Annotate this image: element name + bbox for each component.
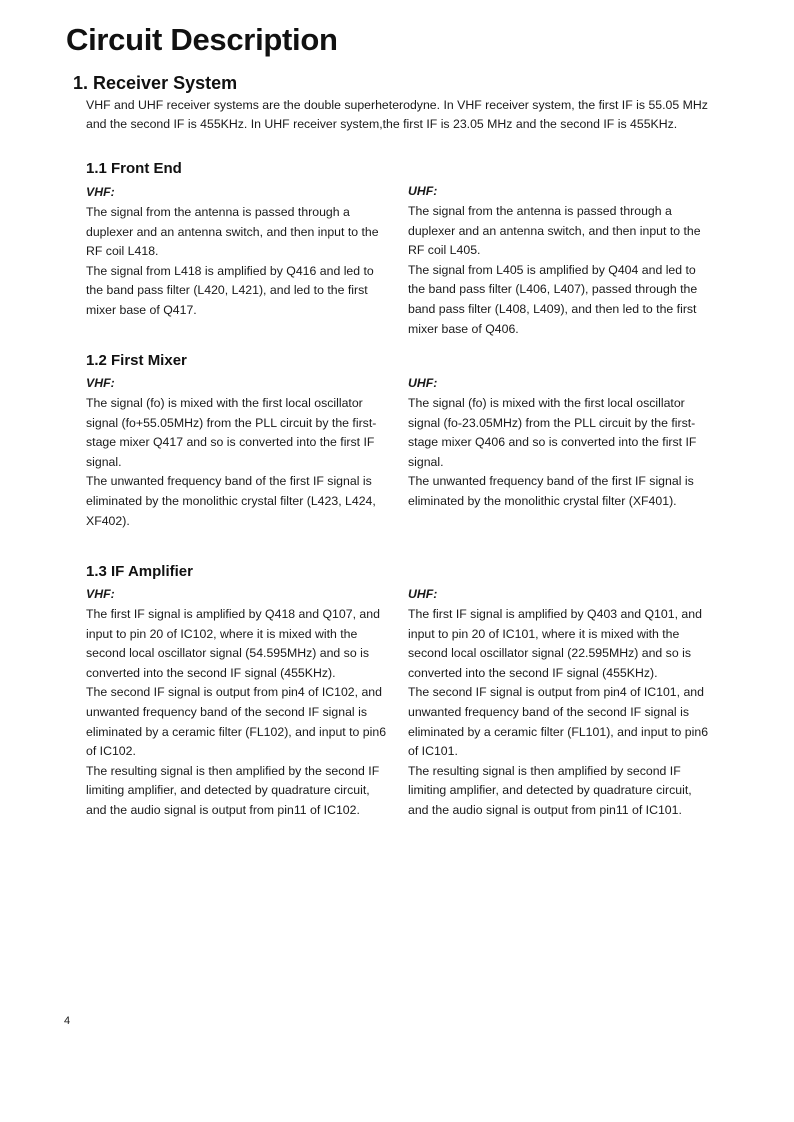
if-amplifier-uhf-column <box>408 585 712 821</box>
paragraph: The signal from the antenna is passed through a duplexer and an antenna switch, and then input to the RF coil L405. <box>408 204 701 258</box>
paragraph: The unwanted frequency band of the first IF signal is eliminated by the monolithic crystal filter (L423, L424, XF402). <box>86 474 376 528</box>
vhf-label: VHF: <box>86 376 115 390</box>
uhf-label: UHF: <box>408 587 438 601</box>
page-number: 4 <box>64 1015 71 1027</box>
paragraph: The signal from the antenna is passed through a duplexer and an antenna switch, and then input to the RF coil L418. <box>86 205 379 259</box>
page-title: Circuit Description <box>66 22 338 57</box>
paragraph: The resulting signal is then amplified by the second IF limiting amplifier, and detected by quadrature circuit, and the audio signal is output from pin11 of IC102. <box>86 763 380 817</box>
front-end-vhf-column <box>86 183 390 321</box>
paragraph: The signal (fo) is mixed with the first local oscillator signal (fo+55.05MHz) from the PLL circuit by the first-stage mixer Q417 and so is converted into the first IF signal. <box>86 396 377 469</box>
front-end-uhf-column <box>408 182 712 339</box>
subsection-heading-front-end: 1.1 Front End <box>86 160 182 177</box>
paragraph: The first IF signal is amplified by Q403 and Q101, and input to pin 20 of IC101, where it is mixed with the second local oscillator signal (22.595MHz) and so is converted into the second IF signal (455KHz). <box>408 607 702 680</box>
vhf-label: VHF: <box>86 185 115 199</box>
paragraph: The second IF signal is output from pin4 of IC102, and unwanted frequency band of the second IF signal is eliminated by a ceramic filter (FL102), and input to pin6 of IC102. <box>86 685 387 759</box>
section-intro: VHF and UHF receiver systems are the double superheterodyne. In VHF receiver system, the first IF is 55.05 MHz and the second IF is 455KHz. In UHF receiver system,the first IF is 23.05 MHz and the second IF is 455KHz. <box>86 98 708 131</box>
if-amplifier-vhf-column <box>86 585 390 821</box>
uhf-label: UHF: <box>408 376 438 390</box>
paragraph: The first IF signal is amplified by Q418 and Q107, and input to pin 20 of IC102, where it is mixed with the second local oscillator signal (54.595MHz) and so is converted into the second IF signal (455KHz). <box>86 607 380 680</box>
paragraph: The signal from L405 is amplified by Q404 and led to the band pass filter (L406, L407), passed through the band pass filter (L408, L409), and then led to the first mixer base of Q406. <box>408 262 698 336</box>
uhf-label: UHF: <box>408 184 438 198</box>
vhf-label: VHF: <box>86 587 115 601</box>
first-mixer-vhf-column <box>86 374 390 531</box>
subsection-heading-first-mixer: 1.2 First Mixer <box>86 352 187 369</box>
paragraph: The signal (fo) is mixed with the first local oscillator signal (fo-23.05MHz) from the PLL circuit by the first-stage mixer Q406 and so is converted into the first IF signal. <box>408 396 697 469</box>
paragraph: The resulting signal is then amplified by second IF limiting amplifier, and detected by quadrature circuit, and the audio signal is output from pin11 of IC101. <box>408 763 692 817</box>
paragraph: The unwanted frequency band of the first IF signal is eliminated by the monolithic crystal filter (XF401). <box>408 474 694 508</box>
subsection-heading-if-amplifier: 1.3 IF Amplifier <box>86 563 193 580</box>
section-heading-receiver-system: 1. Receiver System <box>73 73 238 93</box>
paragraph: The second IF signal is output from pin4 of IC101, and unwanted frequency band of the second IF signal is eliminated by a ceramic filter (FL101), and input to pin6 of IC101. <box>408 685 709 759</box>
first-mixer-uhf-column <box>408 374 712 512</box>
paragraph: The signal from L418 is amplified by Q416 and led to the band pass filter (L420, L421), and led to the first mixer base of Q417. <box>86 263 374 317</box>
